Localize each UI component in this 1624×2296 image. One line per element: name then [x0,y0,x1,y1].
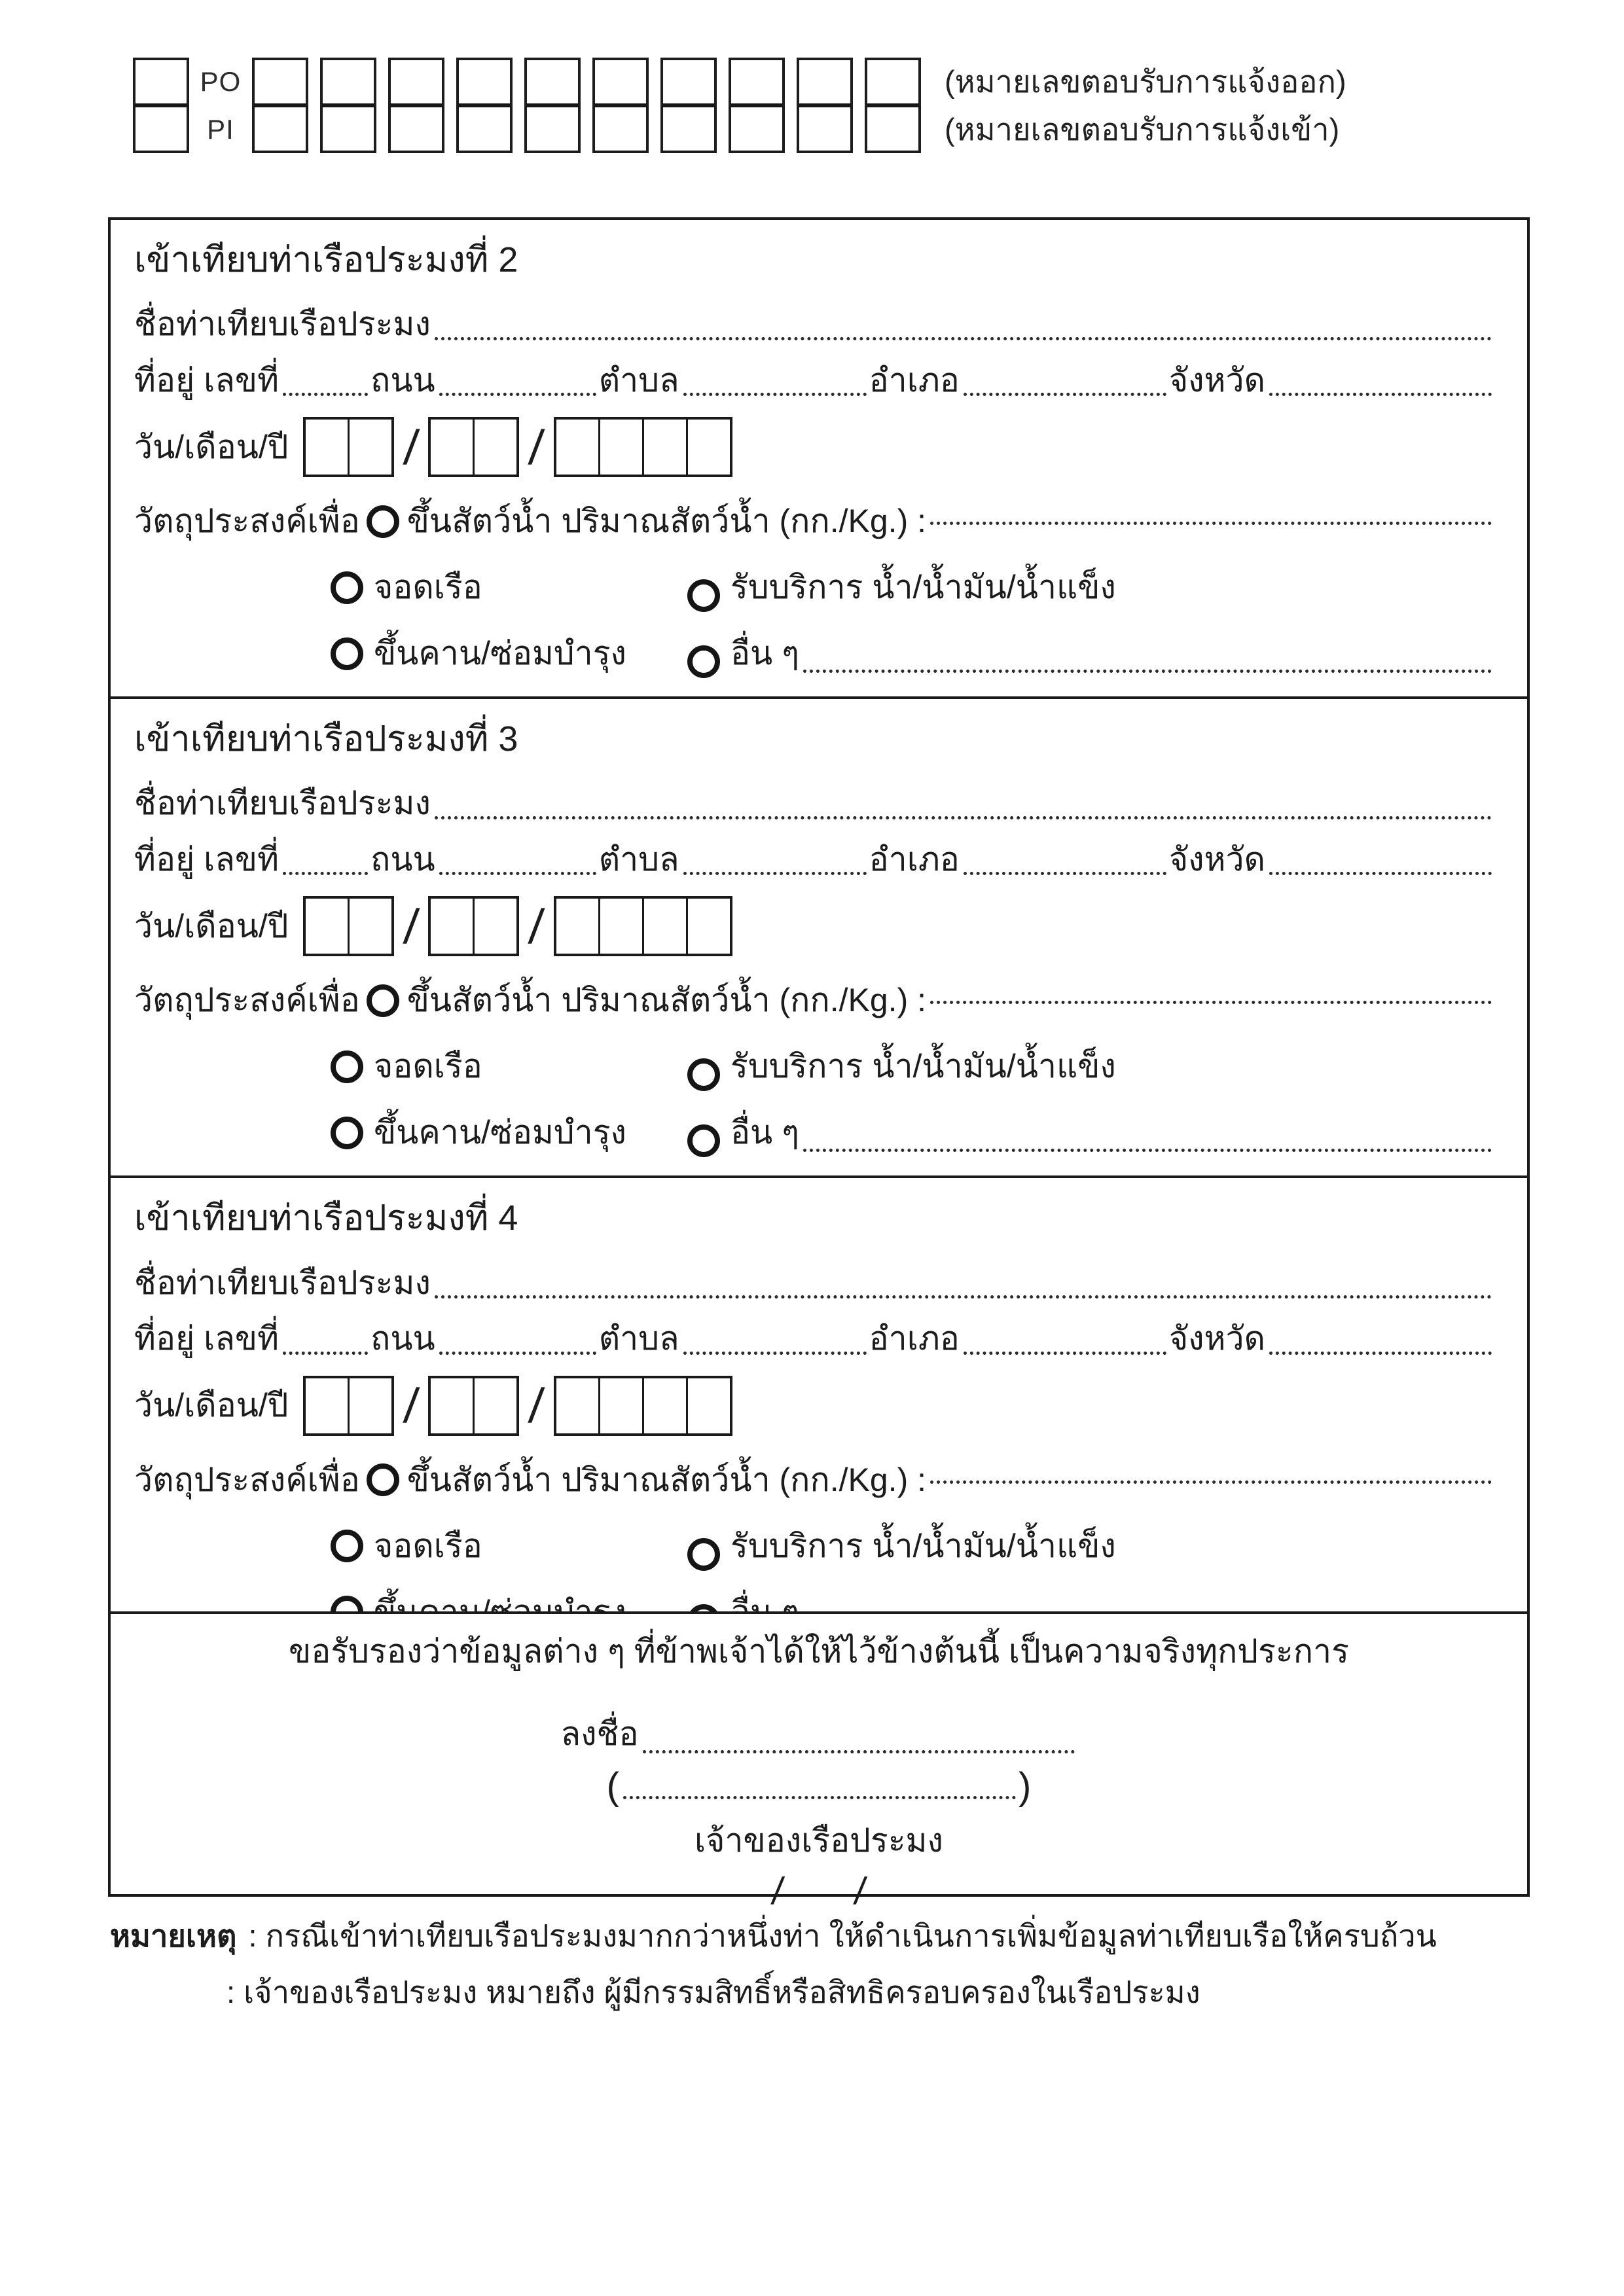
radio-landing[interactable] [367,1463,399,1496]
date-month-cell[interactable] [431,1378,473,1433]
receipt-cell-in[interactable] [663,107,714,151]
date-year-cell[interactable] [598,899,642,954]
receipt-cell-in[interactable] [595,107,646,151]
receipt-box [252,58,308,153]
district-label: อำเภอ [869,1320,960,1357]
address-number-field[interactable] [283,386,368,396]
signature-field[interactable] [643,1744,1075,1753]
subdistrict-field[interactable] [683,386,867,396]
other-purpose-field[interactable] [803,1142,1492,1152]
receipt-cell-out[interactable] [595,60,646,107]
date-year-cell[interactable] [686,899,730,954]
road-label: ถนน [370,1320,435,1357]
receipt-out-caption: (หมายเลขตอบรับการแจ้งออก) [945,64,1346,99]
port-sections [108,217,1530,1658]
date-label: วัน/เดือน/ปี [134,428,289,465]
section-title: เข้าเทียบท่าเรือประมงที่ 2 [134,240,518,279]
services-label: รับบริการ น้ำ/น้ำมัน/น้ำแข็ง [731,1048,1116,1085]
purpose-label: วัตถุประสงค์เพื่อ [134,982,360,1019]
date-slash: / [526,899,547,954]
date-year-cell[interactable] [598,1378,642,1433]
date-year-boxes [554,417,732,477]
mooring-label: จอดเรือ [374,569,482,606]
province-field[interactable] [1269,386,1492,396]
catch-amount-field[interactable] [930,1474,1492,1484]
subdistrict-label: ตำบล [598,361,679,399]
port-name-label: ชื่อท่าเทียบเรือประมง [134,785,431,822]
receipt-box [320,58,376,153]
date-day-cell[interactable] [348,899,391,954]
road-field[interactable] [439,1345,596,1355]
receipt-captions [945,58,1346,153]
road-field[interactable] [439,865,596,875]
date-slash: / [526,420,547,475]
province-label: จังหวัด [1168,840,1266,878]
receipt-box [660,58,717,153]
radio-mooring[interactable] [331,1050,363,1083]
date-label: วัน/เดือน/ปี [134,1387,289,1424]
receipt-box [456,58,513,153]
date-day-boxes [303,896,394,956]
port-section-2 [111,220,1527,696]
date-month-cell[interactable] [473,1378,516,1433]
receipt-cell-in[interactable] [731,107,782,151]
section-title: เข้าเทียบท่าเรือประมงที่ 3 [134,719,518,759]
port-section-4 [111,1175,1527,1655]
section-title: เข้าเทียบท่าเรือประมงที่ 4 [134,1198,518,1238]
other-label: อื่น ๆ [731,1114,799,1151]
port-name-row [134,1261,1494,1306]
receipt-cell-in[interactable] [391,107,442,151]
receipt-cell-out[interactable] [255,60,306,107]
receipt-cell-in[interactable] [867,107,918,151]
date-year-cell[interactable] [642,1378,686,1433]
option-mooring [331,562,687,613]
purpose-landing-label: ขึ้นสัตว์น้ำ ปริมาณสัตว์น้ำ (กก./Kg.) : [406,1461,926,1498]
date-month-boxes [428,896,519,956]
receipt-cell-in[interactable] [527,107,578,151]
date-row [134,417,1494,477]
receipt-in-caption: (หมายเลขตอบรับการแจ้งเข้า) [945,112,1340,147]
address-label: ที่อยู่ เลขที่ [134,1320,280,1357]
catch-amount-field[interactable] [930,994,1492,1004]
purpose-options-row-1 [331,1041,1494,1092]
receipt-cell-in[interactable] [255,107,306,151]
port-name-row [134,781,1494,826]
receipt-number-area [133,58,1346,153]
radio-maintenance[interactable] [331,637,363,670]
purpose-landing-label: ขึ้นสัตว์น้ำ ปริมาณสัตว์น้ำ (กก./Kg.) : [406,503,926,540]
address-number-field[interactable] [283,1345,368,1355]
district-field[interactable] [964,865,1166,875]
receipt-cell-out[interactable] [459,60,510,107]
radio-services[interactable] [687,1538,720,1571]
purpose-options-row-1 [331,1520,1494,1572]
address-row [134,359,1494,403]
date-slash: / [769,1869,786,1912]
address-label: ที่อยู่ เลขที่ [134,840,280,878]
receipt-lead-cell-in[interactable] [135,107,187,151]
subdistrict-field[interactable] [683,865,867,875]
port-name-field[interactable] [435,1289,1492,1299]
receipt-box [729,58,785,153]
date-year-cell[interactable] [642,899,686,954]
maintenance-label: ขึ้นคาน/ซ่อมบำรุง [374,635,626,672]
date-month-cell[interactable] [431,420,473,475]
receipt-box [865,58,921,153]
road-field[interactable] [439,386,596,396]
date-year-cell[interactable] [686,420,730,475]
receipt-box [388,58,444,153]
purpose-options-row-1 [331,562,1494,613]
province-label: จังหวัด [1168,361,1266,399]
date-year-cell[interactable] [642,420,686,475]
road-label: ถนน [370,361,435,399]
sign-label: ลงชื่อ [560,1715,639,1752]
purpose-label: วัตถุประสงค์เพื่อ [134,1461,360,1498]
radio-other[interactable] [687,1124,720,1157]
date-label: วัน/เดือน/ปี [134,907,289,944]
signer-name-row [111,1765,1527,1808]
date-day-cell[interactable] [306,1378,348,1433]
address-row [134,838,1494,882]
certification-statement: ขอรับรองว่าข้อมูลต่าง ๆ ที่ข้าพเจ้าได้ให้ไว้ข้างต้นนี้ เป็นความจริงทุกประการ [289,1633,1349,1670]
district-field[interactable] [964,386,1166,396]
date-year-cell[interactable] [556,899,598,954]
subdistrict-label: ตำบล [598,840,679,878]
purpose-options-row-2 [331,1107,1494,1158]
date-day-cell[interactable] [348,1378,391,1433]
radio-landing[interactable] [367,505,399,538]
receipt-cell-out[interactable] [323,60,374,107]
radio-other[interactable] [687,645,720,678]
date-month-boxes [428,417,519,477]
date-month-cell[interactable] [473,420,516,475]
date-month-cell[interactable] [473,899,516,954]
date-day-boxes [303,1376,394,1436]
mooring-label: จอดเรือ [374,1527,482,1564]
date-year-boxes [554,896,732,956]
date-row [134,1376,1494,1436]
maintenance-label: ขึ้นคาน/ซ่อมบำรุง [374,1114,626,1151]
road-label: ถนน [370,840,435,878]
option-other [687,628,1494,679]
other-purpose-field[interactable] [803,663,1492,673]
date-year-cell[interactable] [598,420,642,475]
port-name-row [134,302,1494,347]
subdistrict-label: ตำบล [598,1320,679,1357]
province-field[interactable] [1269,865,1492,875]
other-label: อื่น ๆ [731,635,799,672]
purpose-row [134,1454,1494,1506]
port-name-label: ชื่อท่าเทียบเรือประมง [134,306,431,343]
services-label: รับบริการ น้ำ/น้ำมัน/น้ำแข็ง [731,1527,1116,1564]
province-label: จังหวัด [1168,1320,1266,1357]
signer-role-label: เจ้าของเรือประมง [695,1821,943,1859]
services-label: รับบริการ น้ำ/น้ำมัน/น้ำแข็ง [731,569,1116,606]
certification-box [108,1611,1530,1912]
po-pi-labels [189,58,252,153]
footnote-label: หมายเหตุ [110,1918,237,1953]
port-name-field[interactable] [435,331,1492,340]
catch-amount-field[interactable] [930,515,1492,525]
district-label: อำเภอ [869,361,960,399]
date-month-cell[interactable] [431,899,473,954]
province-field[interactable] [1269,1345,1492,1355]
option-maintenance [331,1107,687,1158]
date-day-boxes [303,417,394,477]
purpose-landing-label: ขึ้นสัตว์น้ำ ปริมาณสัตว์น้ำ (กก./Kg.) : [406,982,926,1019]
signature-row [111,1708,1527,1760]
address-number-field[interactable] [283,865,368,875]
receipt-cell-out[interactable] [527,60,578,107]
po-label: PO [200,65,242,97]
receipt-cell-out[interactable] [663,60,714,107]
signature-date-slashes [111,1869,1527,1913]
date-year-boxes [554,1376,732,1436]
purpose-row [134,975,1494,1026]
radio-services[interactable] [687,1058,720,1091]
option-mooring [331,1520,687,1572]
date-day-cell[interactable] [306,420,348,475]
receipt-cell-out[interactable] [799,60,850,107]
date-slash: / [401,1378,421,1433]
paren-close: ) [1019,1765,1032,1808]
receipt-cell-in[interactable] [323,107,374,151]
radio-mooring[interactable] [331,571,363,604]
receipt-box-grid [252,58,921,153]
date-day-cell[interactable] [306,899,348,954]
option-mooring [331,1041,687,1092]
purpose-label: วัตถุประสงค์เพื่อ [134,503,360,540]
receipt-cell-out[interactable] [867,60,918,107]
date-slash: / [852,1869,869,1912]
purpose-options-row-2 [331,628,1494,679]
option-maintenance [331,628,687,679]
option-services [687,562,1494,613]
receipt-cell-in[interactable] [459,107,510,151]
date-slash: / [401,420,421,475]
date-slash: / [526,1378,547,1433]
receipt-cell-in[interactable] [799,107,850,151]
port-section-3 [111,696,1527,1175]
receipt-cell-out[interactable] [731,60,782,107]
option-services [687,1041,1494,1092]
date-row [134,896,1494,956]
receipt-box [797,58,853,153]
date-year-cell[interactable] [686,1378,730,1433]
receipt-lead-cell-out[interactable] [135,60,187,107]
purpose-row [134,495,1494,547]
signer-name-field[interactable] [623,1789,1016,1799]
date-year-cell[interactable] [556,1378,598,1433]
port-name-label: ชื่อท่าเทียบเรือประมง [134,1264,431,1301]
receipt-cell-out[interactable] [391,60,442,107]
radio-services[interactable] [687,579,720,612]
footnotes [110,1914,1557,2014]
subdistrict-field[interactable] [683,1345,867,1355]
receipt-box [592,58,649,153]
receipt-box [524,58,581,153]
date-day-cell[interactable] [348,420,391,475]
date-slash: / [401,899,421,954]
port-name-field[interactable] [435,810,1492,819]
radio-mooring[interactable] [331,1530,363,1562]
footnote-line-2: : เจ้าของเรือประมง หมายถึง ผู้มีกรรมสิทธิ์หรือสิทธิครอบครองในเรือประมง [226,1974,1200,2009]
address-row [134,1317,1494,1361]
district-label: อำเภอ [869,840,960,878]
address-label: ที่อยู่ เลขที่ [134,361,280,399]
paren-open: ( [606,1765,619,1808]
receipt-lead-box [133,58,189,153]
mooring-label: จอดเรือ [374,1048,482,1085]
option-other [687,1107,1494,1158]
date-year-cell[interactable] [556,420,598,475]
footnote-line-1 [110,1914,1557,1958]
district-field[interactable] [964,1345,1166,1355]
pi-label: PI [207,113,234,145]
footnote-text-1: : กรณีเข้าท่าเทียบเรือประมงมากกว่าหนึ่งท่า ให้ดำเนินการเพิ่มข้อมูลท่าเทียบเรือให้ครบถ้วน [248,1918,1437,1953]
radio-maintenance[interactable] [331,1117,363,1149]
radio-landing[interactable] [367,984,399,1017]
option-services [687,1520,1494,1572]
date-month-boxes [428,1376,519,1436]
